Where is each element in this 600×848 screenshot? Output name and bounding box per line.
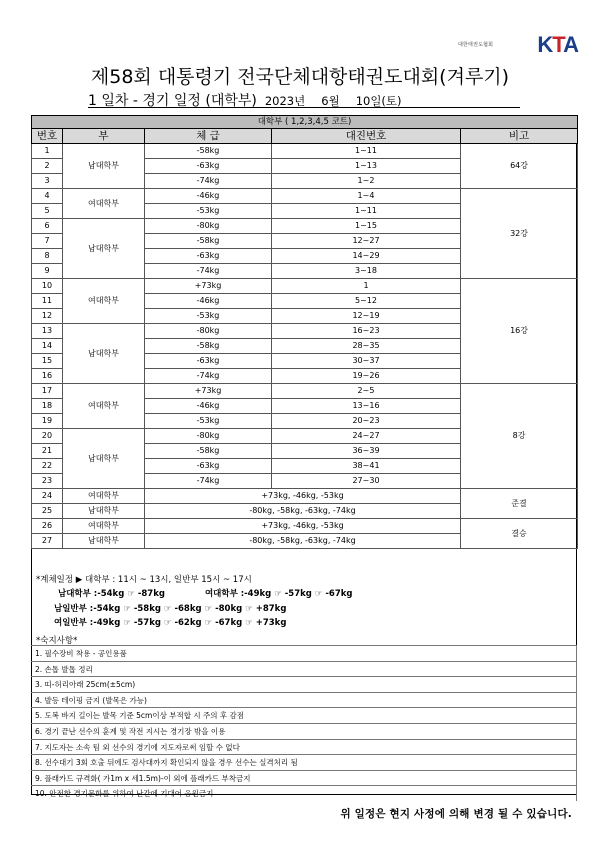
row-match: 13~16 — [272, 399, 461, 414]
row-weight: -74kg — [145, 174, 272, 189]
row-division: 남대학부 — [63, 324, 145, 384]
row-weight: -80kg — [145, 324, 272, 339]
row-no: 12 — [32, 309, 63, 324]
footer-notice: 위 일정은 현지 사정에 의해 변경 될 수 있습니다. — [340, 808, 572, 820]
row-division: 여대학부 — [63, 279, 145, 324]
subtitle-month: 6월 — [321, 94, 340, 108]
row-weight: -58kg — [145, 339, 272, 354]
row-match: 38~41 — [272, 459, 461, 474]
row-match: 19~26 — [272, 369, 461, 384]
row-no: 22 — [32, 459, 63, 474]
row-match: 14~29 — [272, 249, 461, 264]
weigh-in-values: -49kg ☞ -57kg ☞ -67kg — [244, 589, 353, 599]
row-weight: -46kg — [145, 294, 272, 309]
row-no: 9 — [32, 264, 63, 279]
weigh-in-values: -49kg ☞ -57kg ☞ -62kg ☞ -67kg ☞ +73kg — [93, 618, 287, 628]
logo-abbreviation: KTA — [537, 32, 578, 57]
col-header-division: 부 — [63, 129, 145, 144]
row-division: 여대학부 — [63, 519, 145, 534]
row-weights-combined: -80kg, -58kg, -63kg, -74kg — [145, 534, 461, 549]
row-division: 남대학부 — [63, 534, 145, 549]
row-no: 8 — [32, 249, 63, 264]
row-division: 남대학부 — [63, 504, 145, 519]
row-no: 25 — [32, 504, 63, 519]
row-division: 여대학부 — [63, 384, 145, 429]
row-weight: -58kg — [145, 234, 272, 249]
schedule-table — [31, 115, 578, 549]
row-no: 14 — [32, 339, 63, 354]
note-item: 1. 필수장비 착용 - 공인용품 — [31, 645, 577, 661]
weigh-in-schedule: *계체일정 ▶ 대학부 : 11시 ~ 13시, 일반부 15시 ~ 17시 — [36, 575, 252, 585]
row-match: 12~19 — [272, 309, 461, 324]
row-weights-combined: +73kg, -46kg, -53kg — [145, 519, 461, 534]
row-no: 10 — [32, 279, 63, 294]
table-row — [32, 489, 578, 504]
row-no: 13 — [32, 324, 63, 339]
row-no: 20 — [32, 429, 63, 444]
col-header-match: 대진번호 — [272, 129, 461, 144]
document-title: 제58회 대통령기 전국단체대항태권도대회(겨루기) — [90, 66, 510, 88]
row-weight: -63kg — [145, 159, 272, 174]
row-division: 여대학부 — [63, 489, 145, 504]
row-note: 결승 — [461, 519, 578, 549]
row-weight: -58kg — [145, 444, 272, 459]
row-match: 20~23 — [272, 414, 461, 429]
weigh-in-label: 남일반부 : — [54, 603, 94, 614]
logo-org-name: 대한태권도협회 — [458, 42, 494, 48]
row-no: 6 — [32, 219, 63, 234]
table-row — [32, 279, 578, 294]
row-match: 1 — [272, 279, 461, 294]
table-row — [32, 144, 578, 159]
row-no: 24 — [32, 489, 63, 504]
row-weight: -46kg — [145, 189, 272, 204]
note-item: 6. 경기 끝난 선수의 훈계 및 작전 지시는 경기장 밖을 이용 — [31, 723, 577, 739]
row-note: 16강 — [461, 279, 578, 384]
row-no: 23 — [32, 474, 63, 489]
notes-title: *숙지사항* — [36, 636, 78, 646]
row-weight: -63kg — [145, 249, 272, 264]
row-match: 2~5 — [272, 384, 461, 399]
weigh-in-summary — [36, 573, 576, 631]
note-item: 7. 지도자는 소속 팀 외 선수의 경기에 지도자로써 임할 수 없다 — [31, 739, 577, 755]
row-weight: +73kg — [145, 384, 272, 399]
weigh-in-values: -54kg ☞ -87kg — [97, 589, 165, 599]
row-match: 28~35 — [272, 339, 461, 354]
row-weight: -74kg — [145, 474, 272, 489]
row-match: 16~23 — [272, 324, 461, 339]
weigh-in-label: 여대학부 : — [204, 589, 245, 599]
row-match: 1~13 — [272, 159, 461, 174]
subtitle-year: 2023년 — [264, 94, 306, 108]
row-weight: -53kg — [145, 204, 272, 219]
row-no: 15 — [32, 354, 63, 369]
row-no: 1 — [32, 144, 63, 159]
row-no: 17 — [32, 384, 63, 399]
note-item: 8. 선수대기 3회 호출 뒤에도 검사대까지 확인되지 않을 경우 선수는 실격처리 됨 — [31, 754, 577, 770]
row-no: 7 — [32, 234, 63, 249]
row-weight: -74kg — [145, 264, 272, 279]
weigh-in-row — [36, 616, 576, 631]
row-weight: -58kg — [145, 144, 272, 159]
row-note: 64강 — [461, 144, 578, 189]
weigh-in-values: -54kg ☞ -58kg ☞ -68kg ☞ -80kg ☞ +87kg — [93, 603, 287, 614]
row-match: 1~11 — [272, 204, 461, 219]
row-match: 1~2 — [272, 174, 461, 189]
table-row — [32, 519, 578, 534]
row-no: 16 — [32, 369, 63, 384]
row-no: 19 — [32, 414, 63, 429]
row-match: 3~18 — [272, 264, 461, 279]
table-top-header: 대학부 ( 1,2,3,4,5 코트) — [32, 116, 578, 129]
note-item: 10. 안전한 경기문화를 위하여 난간에 기대어 응원금지 — [31, 785, 577, 801]
row-match: 5~12 — [272, 294, 461, 309]
row-no: 21 — [32, 444, 63, 459]
kta-logo — [458, 32, 578, 62]
row-note: 32강 — [461, 189, 578, 279]
col-header-no: 번호 — [32, 129, 63, 144]
col-header-note: 비고 — [461, 129, 578, 144]
row-match: 24~27 — [272, 429, 461, 444]
weigh-in-label: 여일반부 : — [54, 618, 94, 628]
row-weight: -53kg — [145, 309, 272, 324]
weigh-in-label: 남대학부 : — [58, 589, 98, 599]
note-item: 9. 플래카드 규격화( 가1m x 세1.5m)-이 외에 플래카드 부착금지 — [31, 770, 577, 786]
row-division: 남대학부 — [63, 219, 145, 279]
weigh-in-row — [36, 587, 576, 602]
row-no: 26 — [32, 519, 63, 534]
row-match: 30~37 — [272, 354, 461, 369]
row-match: 27~30 — [272, 474, 461, 489]
row-division: 남대학부 — [63, 144, 145, 189]
row-match: 1~15 — [272, 219, 461, 234]
note-item: 2. 손톱 발톱 정리 — [31, 661, 577, 677]
note-item: 3. 띠-허리아래 25cm(±5cm) — [31, 676, 577, 692]
row-note: 8강 — [461, 384, 578, 489]
subtitle-date: 10일(토) — [355, 94, 402, 108]
row-weight: -63kg — [145, 459, 272, 474]
row-no: 3 — [32, 174, 63, 189]
row-weight: -46kg — [145, 399, 272, 414]
row-weight: +73kg — [145, 279, 272, 294]
row-weight: -80kg — [145, 219, 272, 234]
subtitle-day: 1 일차 - 경기 일정 (대학부) — [88, 93, 257, 109]
row-weight: -80kg — [145, 429, 272, 444]
row-division: 여대학부 — [63, 189, 145, 219]
note-item: 4. 발등 테이핑 금지 (발목은 가능) — [31, 692, 577, 708]
row-no: 4 — [32, 189, 63, 204]
row-weight: -53kg — [145, 414, 272, 429]
row-no: 5 — [32, 204, 63, 219]
row-note: 준결 — [461, 489, 578, 519]
row-match: 12~27 — [272, 234, 461, 249]
row-no: 18 — [32, 399, 63, 414]
row-match: 1~11 — [272, 144, 461, 159]
notes-list — [31, 645, 577, 801]
row-weights-combined: -80kg, -58kg, -63kg, -74kg — [145, 504, 461, 519]
schedule-document — [31, 115, 577, 799]
row-division: 남대학부 — [63, 429, 145, 489]
row-no: 2 — [32, 159, 63, 174]
row-no: 27 — [32, 534, 63, 549]
table-row — [32, 189, 578, 204]
row-no: 11 — [32, 294, 63, 309]
note-item: 5. 도복 바지 길이는 발목 기준 5cm이상 부적합 시 주의 후 감점 — [31, 707, 577, 723]
col-header-weight: 체 급 — [145, 129, 272, 144]
weigh-in-row — [36, 602, 576, 617]
row-weight: -63kg — [145, 354, 272, 369]
row-match: 1~4 — [272, 189, 461, 204]
row-match: 36~39 — [272, 444, 461, 459]
subtitle-underline — [88, 107, 520, 108]
row-weight: -74kg — [145, 369, 272, 384]
table-row — [32, 384, 578, 399]
row-weights-combined: +73kg, -46kg, -53kg — [145, 489, 461, 504]
